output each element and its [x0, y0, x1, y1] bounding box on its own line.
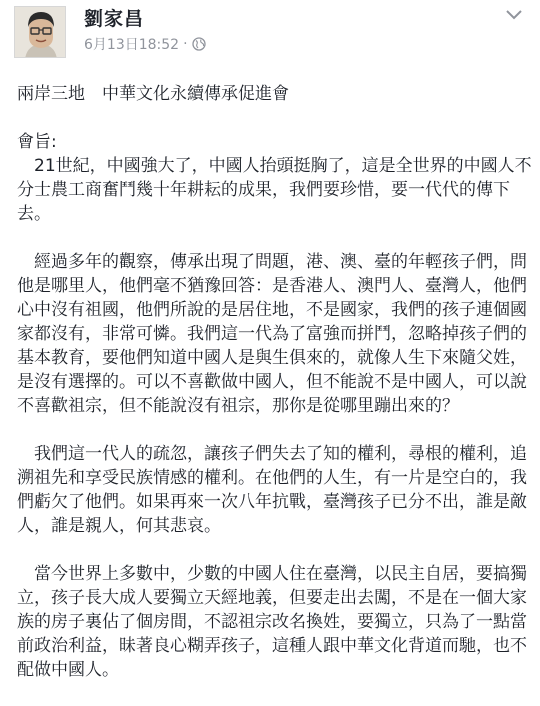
paragraph: 經過多年的觀察，傳承出現了問題，港、澳、臺的年輕孩子們，問他是哪里人，他們毫不猶豫回答：是香港人、澳門人、臺灣人，他們心中沒有祖國，他們所說的是居住地，不是國家，我們的孩子連個國家都沒有，非常可憐。我們這一代為了富強而拼鬥，忽略掉孩子們的基本教育，要他們知道中國人是與生俱來的，就像人生下來隨父姓，是沒有選擇的。可以不喜歡做中國人，但不能說不是中國人，可以說不喜歡祖宗，但不能說沒有祖宗，那你是從哪里蹦出來的？ — [17, 252, 527, 416]
post-meta — [84, 34, 206, 54]
avatar-image — [15, 7, 66, 58]
paragraph: 21世紀，中國強大了，中國人抬頭挺胸了，這是全世界的中國人不分士農工商奮鬥幾十年耕耘的成果，我們要珍惜，要一代代的傳下去。 — [17, 156, 532, 224]
post-header — [0, 0, 540, 66]
avatar[interactable] — [14, 6, 66, 58]
meta-separator: · — [183, 36, 188, 52]
globe-icon[interactable] — [192, 37, 206, 51]
paragraph: 我們這一代人的疏忽，讓孩子們失去了知的權利，尋根的權利，追溯祖先和享受民族情感的權利。在他們的人生，有一片是空白的，我們虧欠了他們。如果再來一次八年抗戰，臺灣孩子已分不出，誰是敵人，誰是親人，何其悲哀。 — [17, 444, 527, 536]
post-timestamp[interactable]: 6月13日18:52 — [84, 37, 180, 53]
post-body — [17, 82, 533, 706]
paragraph: 當今世界上多數中，少數的中國人住在臺灣，以民主自居，要搞獨立，孩子長大成人要獨立天經地義，但要走出去闖，不是在一個大家族的房子裏佔了個房間，不認祖宗改名換姓，要獨立，只為了一點當前政治利益，昧著良心糊弄孩子，這種人跟中華文化背道而馳，也不配做中國人。 — [17, 564, 527, 680]
chevron-down-icon[interactable] — [506, 10, 522, 20]
author-name[interactable]: 劉家昌 — [84, 8, 145, 30]
post-title: 兩岸三地 中華文化永續傳承促進會 — [17, 84, 289, 104]
intro-label: 會旨: — [17, 132, 57, 152]
